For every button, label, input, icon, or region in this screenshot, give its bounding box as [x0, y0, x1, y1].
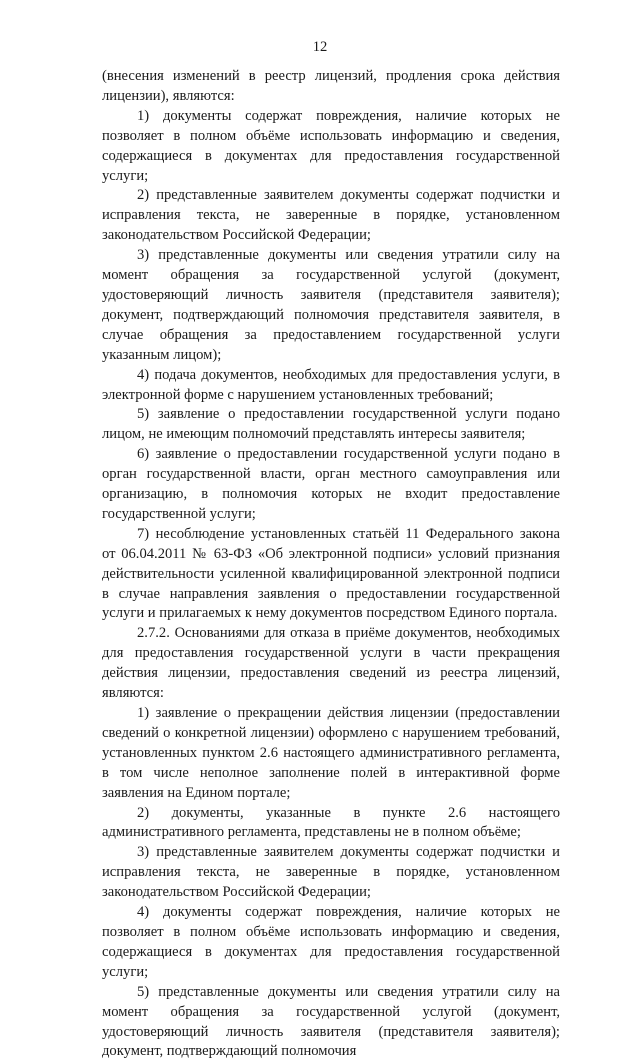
list-item-2: 2) документы, указанные в пункте 2.6 настоящего административного регламента, представлены не в полном объёме; [102, 804, 560, 841]
list-item-5: 5) заявление о предоставлении государственной услуги подано лицом, не имеющим полномочий представлять интересы заявителя; [102, 406, 560, 443]
page-number: 12 [312, 39, 328, 55]
list-item-3: 3) представленные документы или сведения утратили силу на момент обращения за государственной услугой (документ, удостоверяющий личность заявителя (представителя заявителя); документ, подтверждающий полномочия представителя заявителя, в случае обращения за предоставлением государственной услуги указанным лицом); [102, 247, 560, 363]
document-body [102, 67, 560, 1062]
list-item-4: 4) подача документов, необходимых для предоставления услуги, в электронной форме с нарушением установленных требований; [102, 366, 560, 403]
list-item-5: 5) представленные документы или сведения утратили силу на момент обращения за государственной услугой (документ, удостоверяющий личность заявителя (представителя заявителя); документ, подтверждающий полномочия [102, 983, 560, 1060]
list-item-4: 4) документы содержат повреждения, наличие которых не позволяет в полном объёме использовать информацию и сведения, содержащиеся в документах для предоставления государственной услуги; [102, 904, 560, 980]
list-item-6: 6) заявление о предоставлении государственной услуги подано в орган государственной власти, орган местного самоуправления или организацию, в полномочия которых не входит предоставление государственной услуги; [102, 446, 560, 522]
paragraph-continuation: (внесения изменений в реестр лицензий, продления срока действия лицензии), являются: [102, 68, 560, 104]
section-2-7-2-heading-paragraph: 2.7.2. Основаниями для отказа в приёме документов, необходимых для предоставления государственной услуги в части прекращения действия лицензии, предоставления сведений из реестра лицензий, являются: [102, 625, 560, 702]
list-item-3: 3) представленные заявителем документы содержат подчистки и исправления текста, не заверенные в порядке, установленном законодательством Российской Федерации; [102, 844, 560, 901]
list-item-7: 7) несоблюдение установленных статьёй 11 Федерального закона от 06.04.2011 № 63-ФЗ «Об электронной подписи» условий признания действительности усиленной квалифицированной электронной подписи в случае направления заявления о предоставлении государственной услуги и прилагаемых к нему документов посредством Единого портала. [102, 525, 560, 622]
list-item-1: 1) документы содержат повреждения, наличие которых не позволяет в полном объёме использовать информацию и сведения, содержащиеся в документах для предоставления государственной услуги; [102, 107, 560, 184]
list-item-1: 1) заявление о прекращении действия лицензии (предоставлении сведений о конкретной лицензии) оформлено с нарушением требований, установленных пунктом 2.6 настоящего административного регламента, в том числе неполное заполнение полей в интерактивной форме заявления на Едином портале; [102, 705, 560, 801]
list-item-2: 2) представленные заявителем документы содержат подчистки и исправления текста, не заверенные в порядке, установленном законодательством Российской Федерации; [102, 187, 560, 244]
